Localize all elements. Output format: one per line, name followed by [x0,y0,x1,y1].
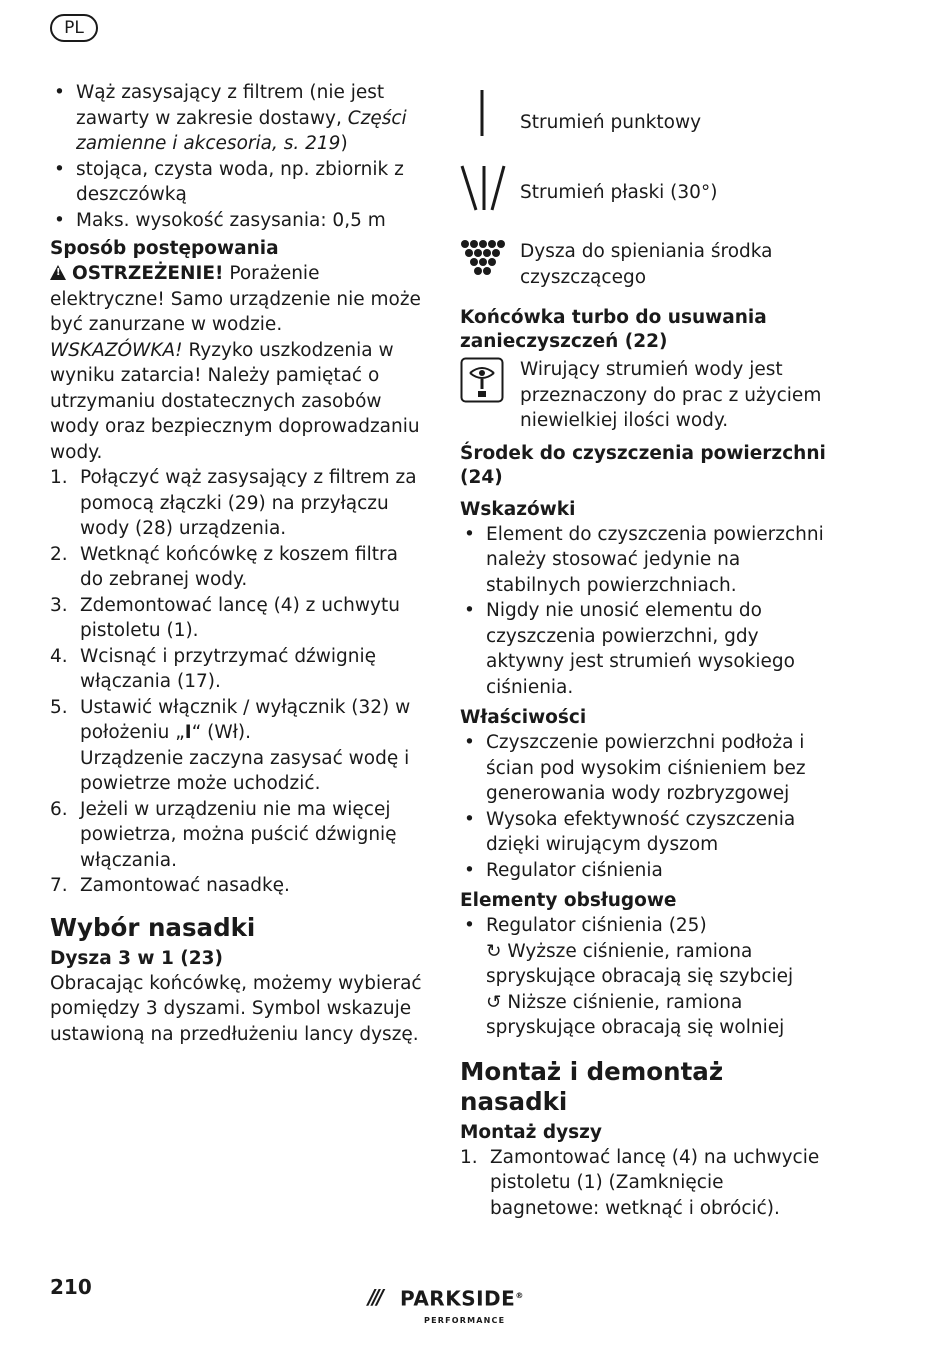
hints-heading: Wskazówki [460,498,576,520]
list-item: 6. Jeżeli w urządzeniu nie ma więcej powietrza, można puścić dźwignię włączania. [50,798,397,871]
right-column [460,88,838,1221]
hint-paragraph: WSKAZÓWKA! Ryzyko uszkodzenia w wyniku zatarcia! Należy pamiętać o utrzymaniu dostatecznych zasobów wody oraz bezpiecznym doprowadzaniu wody. [50,339,420,463]
list-item: 1. Zamontować lancę (4) na uchwycie pistoletu (1) (Zamknięcie bagnetowe: wetknąć i obrócić). [460,1146,820,1219]
list-item: • Nigdy nie unosić elementu do czyszczenia powierzchni, gdy aktywny jest strumień wysokiego ciśnienia. [464,600,795,698]
left-column [50,80,422,1047]
warning-triangle-icon [50,265,66,280]
procedure-heading: Sposób postępowania [50,238,279,259]
rotate-ccw-icon-text: ↺ Niższe ciśnienie, ramiona spryskujące obracają się wolniej [486,991,785,1038]
hints-list [460,522,838,701]
list-item: • Maks. wysokość zasysania: 0,5 m [54,209,386,231]
foam-nozzle-icon [460,239,520,287]
list-item: • Czyszczenie powierzchni podłoża i ścian pod wysokim ciśnieniem bez generowania wody rozbryzgowej [464,732,806,804]
list-item: • Regulator ciśnienia (25) ↻ Wyższe ciśnienie, ramiona spryskujące obracają się szybciej ↺ Niższe ciśnienie, ramiona spryskujące obracają się wolniej [464,915,794,1038]
list-item: 7. Zamontować nasadkę. [50,875,290,896]
turbo-nozzle-icon [460,357,520,411]
controls-list [460,913,838,1041]
list-item: • Regulator ciśnienia [464,859,663,881]
list-item: • Wysoka efektywność czyszczenia dzięki wirującym dyszom [464,808,796,855]
mount-heading: Montaż dyszy [460,1121,602,1143]
symbol-row: Dysza do spieniania środka czyszczącego [460,239,838,290]
manual-page: PL • Wąż zasysający z filtrem (nie jest zawarty w zakresie dostawy, Części zamienne i akcesoria, s. 219) • stojąca, czysta woda, np. zbiornik z deszczówką • Maks. wysokość zasysania: 0,5 m Sposób postępowania !OSTRZEŻENIE! Porażenie elektryczne! Samo urządzenie nie może być zanurzane w wodzie. WSKAZÓWKA! Ryzyko uszkodzenia w wyniku zatarcia! Należy pamiętać o utrzymaniu dostatecznych zasobów wody oraz bezpiecznym doprowadzaniu wody. 1. Połączyć wąż zasysający z filtrem za pomocą złączki (29) na przyłączu wody (28) urządzenia. 2. Wetknąć końcówkę z koszem filtra do zebranej wody. 3. Zdemontować lancę (4) z uchwytu pistoletu (1). 4. Wcisnąć i przytrzymać dźwignię włączania (17). 5. Ustawić włącznik / wyłącznik (32) w położeniu „I“ (Wł). Urządzenie zaczyna zasysać wodę i powietrze może uchodzić. 6. Jeżeli w urządzeniu nie ma więcej powietrza, można puścić dźwignię włączania. 7. Zamontować nasadkę. Wybór nasadki Dysza 3 w 1 (23) Obracając końcówkę, możemy wybierać pomiędzy 3 dyszami. Symbol wskazuje ustawioną na przedłużeniu lancy dyszę. Strumień punktowy Strumień płaski (30°) Dysza do spieniania środka czyszczącego Końcówka turbo do usuwania zanieczyszczeń (22) Wirujący strumień wody jest przeznaczony do prac z użyciem niewielkiej ilości wody. Środek do czyszczenia powierzchni (24) Wskazówki • Element do czyszczenia powierzchni należy stosować jedynie na stabilnych powierzchniach. • Nigdy nie unosić elementu do czyszczenia powierzchni, gdy aktywny jest strumień wysokiego ciśnienia. Właściwości • Czyszczenie powierzchni podłoża i ścian pod wysokim ciśnieniem bez generowania wody rozbryzgowej • Wysoka efektywność czyszczenia dzięki wirującym dyszom • Regulator ciśnienia Elementy obsługowe • Regulator ciśnienia (25) ↻ Wyższe ciśnienie, ramiona spryskujące obracają się szybciej ↺ Niższe ciśnienie, ramiona spryskujące obracają się wolniej Montaż i demontaż nasadki Montaż dyszy 1. Zamontować lancę (4) na uchwycie pistoletu (1) (Zamknięcie bagnetowe: wetknąć i obrócić). 210 /// PARKSIDE® PERFORMANCE [0,0,950,1345]
list-item: 2. Wetknąć końcówkę z koszem filtra do zebranej wody. [50,543,398,590]
properties-list [460,730,838,883]
warning-paragraph: !OSTRZEŻENIE! Porażenie elektryczne! Samo urządzenie nie może być zanurzane w wodzie. [50,261,422,338]
turbo-row: Wirujący strumień wody jest przeznaczony do prac z użyciem niewielkiej ilości wody. [460,357,838,434]
symbol-row: Strumień punktowy [460,88,838,158]
list-item: 3. Zdemontować lancę (4) z uchwytu pistoletu (1). [50,594,400,641]
list-item: • stojąca, czysta woda, np. zbiornik z deszczówką [54,158,404,205]
requirements-list [50,80,422,233]
list-item: • Element do czyszczenia powierzchni należy stosować jedynie na stabilnych powierzchniach. [464,523,824,596]
turbo-heading: Końcówka turbo do usuwania zanieczyszczeń (22) [460,307,767,352]
nozzle-heading: Dysza 3 w 1 (23) [50,947,223,969]
symbol-row: Strumień płaski (30°) [460,164,838,239]
controls-heading: Elementy obsługowe [460,890,677,911]
steps-list [50,465,422,899]
surface-heading: Środek do czyszczenia powierzchni (24) [460,442,826,488]
flat-jet-icon [460,164,520,222]
list-item: 5. Ustawić włącznik / wyłącznik (32) w położeniu „I“ (Wł). Urządzenie zaczyna zasysać wodę i powietrze może uchodzić. [50,696,411,794]
list-item: 1. Połączyć wąż zasysający z filtrem za pomocą złączki (29) na przyłączu wody (28) urządzenia. [50,467,417,539]
nozzle-text: Obracając końcówkę, możemy wybierać pomiędzy 3 dyszami. Symbol wskazuje ustawioną na przedłużeniu lancy dyszę. [50,972,422,1045]
section-title: Wybór nasadki [50,912,256,942]
mount-steps [460,1145,838,1222]
mount-title: Montaż i demontaż nasadki [460,1056,724,1116]
list-item: • Wąż zasysający z filtrem (nie jest zawarty w zakresie dostawy, Części zamienne i akcesoria, s. 219) [54,82,407,154]
page-number: 210 [50,1275,92,1299]
rotate-cw-icon-text: ↻ Wyższe ciśnienie, ramiona spryskujące obracają się szybciej [486,940,794,987]
point-jet-icon [460,88,520,146]
list-item: 4. Wcisnąć i przytrzymać dźwignię włączania (17). [50,645,377,692]
properties-heading: Właściwości [460,707,587,728]
language-badge: PL [50,14,98,42]
